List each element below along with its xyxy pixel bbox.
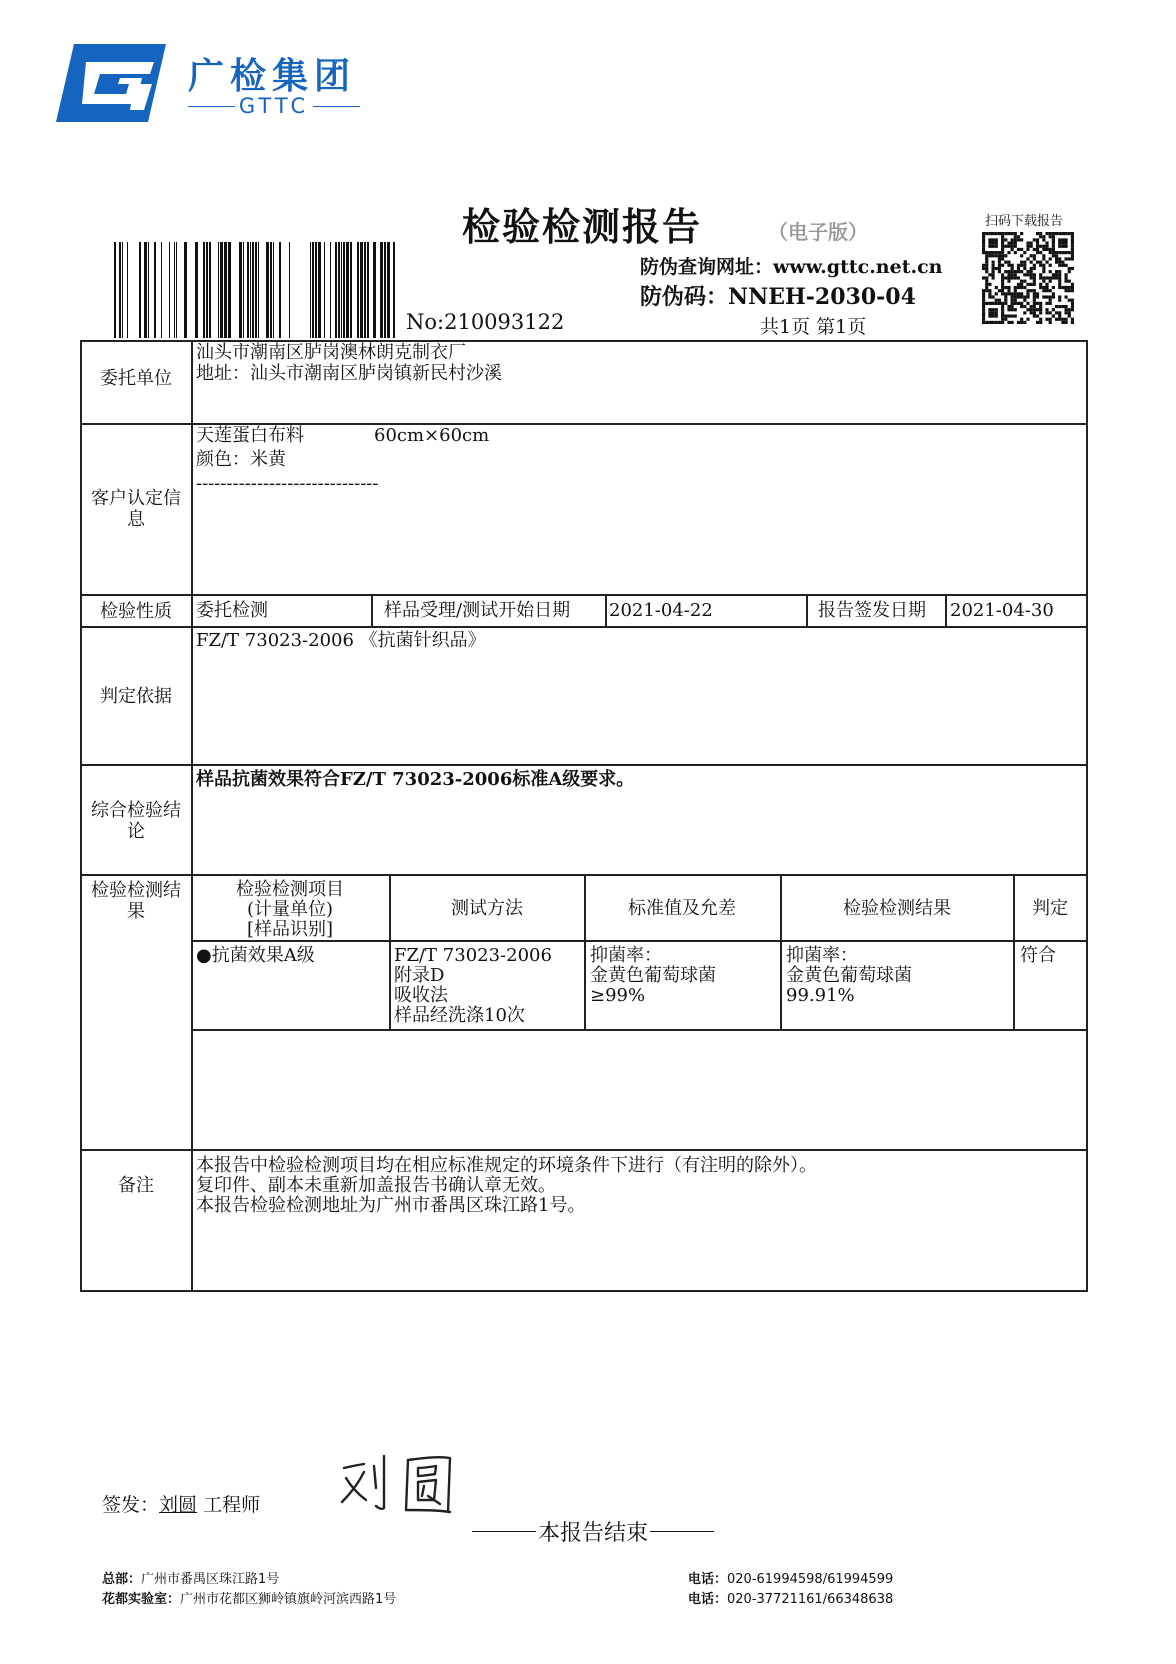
conclusion-value: 样品抗菌效果符合FZ/T 73023-2006标准A级要求。: [196, 769, 635, 790]
inspection-value: 委托检测: [196, 600, 268, 621]
conclusion-label: 综合检验结论: [91, 800, 181, 842]
brand-name-en: GTTC: [188, 94, 360, 118]
signoff: 签发：刘圆 工程师: [102, 1494, 261, 1516]
header-judgement: 判定: [1032, 898, 1068, 919]
report-end: 本报告结束: [470, 1516, 716, 1547]
report-number: No:210093122: [406, 310, 565, 334]
footer-hq: 总部：广州市番禺区珠江路1号: [102, 1572, 280, 1587]
header-result: 检验检测结果: [843, 898, 951, 919]
footer-hq-phone: 电话：020-61994598/61994599: [688, 1572, 894, 1587]
result-item: ●抗菌效果A级: [196, 945, 315, 966]
result-method: FZ/T 73023-2006 附录D 吸收法 样品经洗涤10次: [394, 945, 552, 1026]
edition-tag: （电子版）: [768, 220, 868, 244]
sample-name: 天莲蛋白布料: [196, 425, 304, 446]
handwritten-signature: [338, 1448, 456, 1518]
start-date: 2021-04-22: [609, 600, 713, 621]
sample-color: 颜色：米黄: [196, 449, 286, 470]
issue-date-label: 报告签发日期: [818, 600, 926, 621]
signer-name: 刘圆: [159, 1494, 198, 1516]
info-divider: ------------------------------: [196, 473, 379, 494]
verify-site-link[interactable]: www.gttc.net.cn: [773, 256, 943, 278]
header-item: 检验检测项目 (计量单位) [样品识别]: [236, 879, 344, 940]
brand-name-cn: 广检集团: [188, 56, 357, 97]
result-value: 抑菌率： 金黄色葡萄球菌 99.91%: [786, 945, 912, 1006]
customer-info-label: 客户认定信息: [91, 488, 181, 530]
footer-lab: 花都实验室：广州市花都区狮岭镇旗岭河滨西路1号: [102, 1592, 397, 1607]
verify-code: 防伪码：NNEH-2030-04: [640, 284, 916, 310]
inspection-label: 检验性质: [100, 601, 172, 622]
footer-lab-phone: 电话：020-37721161/66348638: [688, 1592, 894, 1607]
gttc-logo-mark: [56, 44, 166, 122]
barcode: [114, 242, 396, 338]
remark-line: 本报告检验检测地址为广州市番禺区珠江路1号。: [196, 1195, 586, 1216]
remark-line: 复印件、副本未重新加盖报告书确认章无效。: [196, 1175, 556, 1196]
client-label: 委托单位: [100, 368, 172, 389]
client-name: 汕头市潮南区胪岗澳林朗克制衣厂: [196, 342, 466, 363]
basis-label: 判定依据: [100, 686, 172, 707]
results-label: 检验检测结果: [91, 880, 181, 922]
sample-size: 60cm×60cm: [374, 425, 490, 446]
basis-value: FZ/T 73023-2006 《抗菌针织品》: [196, 630, 486, 651]
qr-caption: 扫码下载报告: [985, 214, 1064, 229]
header-method: 测试方法: [451, 898, 523, 919]
page-count: 共1页 第1页: [760, 316, 867, 338]
verify-site: 防伪查询网址：www.gttc.net.cn: [640, 256, 943, 278]
header-standard: 标准值及允差: [628, 898, 736, 919]
client-address: 地址：汕头市潮南区胪岗镇新民村沙溪: [196, 363, 502, 384]
result-judgement: 符合: [1020, 945, 1056, 966]
remarks-label: 备注: [118, 1175, 154, 1196]
issue-date: 2021-04-30: [950, 600, 1054, 621]
result-standard: 抑菌率： 金黄色葡萄球菌 ≥99%: [590, 945, 716, 1006]
start-date-label: 样品受理/测试开始日期: [384, 600, 571, 621]
report-title: 检验检测报告: [462, 204, 703, 249]
qr-code[interactable]: [982, 232, 1074, 324]
remark-line: 本报告中检验检测项目均在相应标准规定的环境条件下进行（有注明的除外）。: [196, 1155, 817, 1176]
